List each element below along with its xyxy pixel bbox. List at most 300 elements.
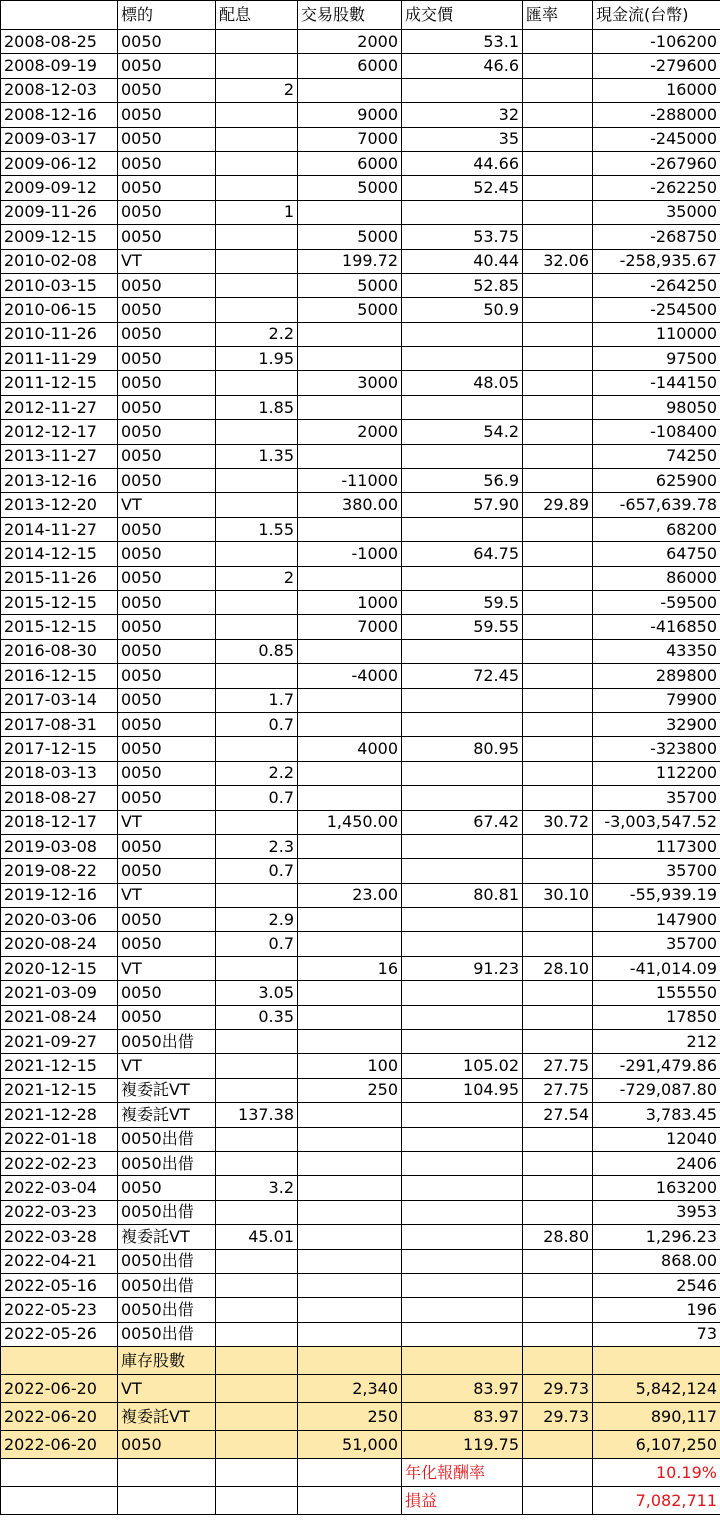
fx-rate-cell[interactable] xyxy=(523,786,593,810)
fx-rate-cell[interactable] xyxy=(523,371,593,395)
date-cell[interactable]: 2022-05-16 xyxy=(1,1273,118,1297)
price-cell[interactable]: 56.9 xyxy=(402,469,523,493)
shares-cell[interactable] xyxy=(298,1225,402,1249)
fx-rate-cell[interactable] xyxy=(523,469,593,493)
shares-cell[interactable] xyxy=(298,908,402,932)
shares-cell[interactable]: 3000 xyxy=(298,371,402,395)
date-cell[interactable]: 2021-12-15 xyxy=(1,1078,118,1102)
symbol-cell[interactable]: 0050 xyxy=(118,786,216,810)
dividend-cell[interactable] xyxy=(216,371,298,395)
date-cell[interactable]: 2018-08-27 xyxy=(1,786,118,810)
cashflow-cell[interactable]: -268750 xyxy=(593,225,720,249)
shares-cell[interactable] xyxy=(298,1459,402,1487)
symbol-cell[interactable]: VT xyxy=(118,810,216,834)
fx-rate-cell[interactable] xyxy=(523,1273,593,1297)
symbol-cell[interactable]: 0050 xyxy=(118,834,216,858)
fx-rate-cell[interactable] xyxy=(523,834,593,858)
fx-rate-cell[interactable] xyxy=(523,664,593,688)
price-cell[interactable]: 57.90 xyxy=(402,493,523,517)
shares-cell[interactable] xyxy=(298,1200,402,1224)
cashflow-cell[interactable]: 35000 xyxy=(593,200,720,224)
dividend-cell[interactable]: 3.2 xyxy=(216,1176,298,1200)
fx-rate-cell[interactable] xyxy=(523,1200,593,1224)
fx-rate-cell[interactable] xyxy=(523,1030,593,1054)
fx-rate-cell[interactable]: 27.75 xyxy=(523,1078,593,1102)
date-cell[interactable]: 2021-12-15 xyxy=(1,1054,118,1078)
inventory-label[interactable]: 庫存股數 xyxy=(118,1347,216,1375)
fx-rate-cell[interactable]: 29.89 xyxy=(523,493,593,517)
dividend-cell[interactable] xyxy=(216,103,298,127)
summary-value[interactable]: 10.19% xyxy=(593,1459,720,1487)
symbol-cell[interactable]: 0050 xyxy=(118,54,216,78)
dividend-cell[interactable]: 137.38 xyxy=(216,1103,298,1127)
shares-cell[interactable]: 16 xyxy=(298,956,402,980)
fx-rate-cell[interactable] xyxy=(523,444,593,468)
symbol-cell[interactable]: 0050出借 xyxy=(118,1298,216,1322)
fx-rate-cell[interactable] xyxy=(523,395,593,419)
cashflow-cell[interactable]: 86000 xyxy=(593,566,720,590)
fx-rate-cell[interactable] xyxy=(523,688,593,712)
dividend-cell[interactable] xyxy=(216,1249,298,1273)
cashflow-cell[interactable]: 196 xyxy=(593,1298,720,1322)
shares-cell[interactable]: 51,000 xyxy=(298,1431,402,1459)
fx-rate-cell[interactable]: 28.10 xyxy=(523,956,593,980)
symbol-cell[interactable]: 0050出借 xyxy=(118,1249,216,1273)
cashflow-cell[interactable]: -245000 xyxy=(593,127,720,151)
dividend-cell[interactable] xyxy=(216,1030,298,1054)
price-cell[interactable] xyxy=(402,834,523,858)
symbol-cell[interactable]: 0050 xyxy=(118,761,216,785)
shares-cell[interactable]: 6000 xyxy=(298,151,402,175)
cashflow-cell[interactable]: -267960 xyxy=(593,151,720,175)
column-header[interactable]: 交易股數 xyxy=(298,1,402,30)
cashflow-cell[interactable]: 6,107,250 xyxy=(593,1431,720,1459)
shares-cell[interactable] xyxy=(298,517,402,541)
cashflow-cell[interactable]: 32900 xyxy=(593,712,720,736)
fx-rate-cell[interactable] xyxy=(523,1151,593,1175)
cashflow-cell[interactable]: -55,939.19 xyxy=(593,883,720,907)
shares-cell[interactable] xyxy=(298,688,402,712)
cashflow-cell[interactable]: -262250 xyxy=(593,176,720,200)
symbol-cell[interactable]: 0050 xyxy=(118,1176,216,1200)
date-cell[interactable]: 2017-03-14 xyxy=(1,688,118,712)
price-cell[interactable] xyxy=(402,566,523,590)
price-cell[interactable] xyxy=(402,1151,523,1175)
fx-rate-cell[interactable] xyxy=(523,127,593,151)
cashflow-cell[interactable]: 1,296.23 xyxy=(593,1225,720,1249)
fx-rate-cell[interactable] xyxy=(523,273,593,297)
cashflow-cell[interactable]: -144150 xyxy=(593,371,720,395)
dividend-cell[interactable]: 0.7 xyxy=(216,712,298,736)
cashflow-cell[interactable]: 5,842,124 xyxy=(593,1375,720,1403)
dividend-cell[interactable] xyxy=(216,273,298,297)
price-cell[interactable]: 80.95 xyxy=(402,737,523,761)
symbol-cell[interactable]: 0050 xyxy=(118,200,216,224)
cashflow-cell[interactable]: 890,117 xyxy=(593,1403,720,1431)
price-cell[interactable] xyxy=(402,859,523,883)
shares-cell[interactable]: -11000 xyxy=(298,469,402,493)
price-cell[interactable]: 67.42 xyxy=(402,810,523,834)
price-cell[interactable] xyxy=(402,395,523,419)
shares-cell[interactable]: 1000 xyxy=(298,590,402,614)
column-header[interactable]: 成交價 xyxy=(402,1,523,30)
date-cell[interactable]: 2021-09-27 xyxy=(1,1030,118,1054)
cashflow-cell[interactable]: 868.00 xyxy=(593,1249,720,1273)
price-cell[interactable] xyxy=(402,78,523,102)
cashflow-cell[interactable]: 98050 xyxy=(593,395,720,419)
shares-cell[interactable] xyxy=(298,1487,402,1515)
fx-rate-cell[interactable] xyxy=(523,225,593,249)
shares-cell[interactable]: 5000 xyxy=(298,298,402,322)
symbol-cell[interactable]: 0050 xyxy=(118,127,216,151)
date-cell[interactable]: 2022-06-20 xyxy=(1,1403,118,1431)
price-cell[interactable]: 35 xyxy=(402,127,523,151)
cashflow-cell[interactable]: 147900 xyxy=(593,908,720,932)
dividend-cell[interactable]: 1.7 xyxy=(216,688,298,712)
price-cell[interactable]: 72.45 xyxy=(402,664,523,688)
cashflow-cell[interactable]: 163200 xyxy=(593,1176,720,1200)
symbol-cell[interactable]: 0050 xyxy=(118,517,216,541)
cashflow-cell[interactable]: 112200 xyxy=(593,761,720,785)
date-cell[interactable]: 2010-03-15 xyxy=(1,273,118,297)
fx-rate-cell[interactable]: 30.10 xyxy=(523,883,593,907)
price-cell[interactable] xyxy=(402,1273,523,1297)
date-cell[interactable]: 2010-06-15 xyxy=(1,298,118,322)
dividend-cell[interactable]: 1.35 xyxy=(216,444,298,468)
date-cell[interactable]: 2022-03-28 xyxy=(1,1225,118,1249)
shares-cell[interactable]: 2000 xyxy=(298,30,402,54)
price-cell[interactable]: 46.6 xyxy=(402,54,523,78)
symbol-cell[interactable]: 0050 xyxy=(118,981,216,1005)
cashflow-cell[interactable]: 73 xyxy=(593,1322,720,1346)
fx-rate-cell[interactable] xyxy=(523,639,593,663)
dividend-cell[interactable] xyxy=(216,420,298,444)
date-cell[interactable]: 2019-03-08 xyxy=(1,834,118,858)
shares-cell[interactable]: -4000 xyxy=(298,664,402,688)
summary-label[interactable]: 年化報酬率 xyxy=(402,1459,523,1487)
price-cell[interactable] xyxy=(402,932,523,956)
price-cell[interactable]: 91.23 xyxy=(402,956,523,980)
dividend-cell[interactable] xyxy=(216,1403,298,1431)
fx-rate-cell[interactable]: 27.54 xyxy=(523,1103,593,1127)
price-cell[interactable]: 52.85 xyxy=(402,273,523,297)
shares-cell[interactable]: 5000 xyxy=(298,225,402,249)
dividend-cell[interactable]: 3.05 xyxy=(216,981,298,1005)
price-cell[interactable] xyxy=(402,1176,523,1200)
date-cell[interactable]: 2008-12-16 xyxy=(1,103,118,127)
shares-cell[interactable]: -1000 xyxy=(298,542,402,566)
symbol-cell[interactable]: 0050出借 xyxy=(118,1151,216,1175)
dividend-cell[interactable] xyxy=(216,737,298,761)
date-cell[interactable]: 2022-03-23 xyxy=(1,1200,118,1224)
price-cell[interactable]: 54.2 xyxy=(402,420,523,444)
fx-rate-cell[interactable] xyxy=(523,737,593,761)
price-cell[interactable]: 50.9 xyxy=(402,298,523,322)
date-cell[interactable]: 2020-03-06 xyxy=(1,908,118,932)
cashflow-cell[interactable]: -288000 xyxy=(593,103,720,127)
date-cell[interactable]: 2017-12-15 xyxy=(1,737,118,761)
symbol-cell[interactable]: VT xyxy=(118,1375,216,1403)
dividend-cell[interactable]: 45.01 xyxy=(216,1225,298,1249)
symbol-cell[interactable]: 0050 xyxy=(118,371,216,395)
price-cell[interactable] xyxy=(402,1103,523,1127)
price-cell[interactable] xyxy=(402,688,523,712)
date-cell[interactable]: 2022-02-23 xyxy=(1,1151,118,1175)
price-cell[interactable] xyxy=(402,908,523,932)
date-cell[interactable]: 2022-05-26 xyxy=(1,1322,118,1346)
date-cell[interactable]: 2016-12-15 xyxy=(1,664,118,688)
price-cell[interactable] xyxy=(402,1347,523,1375)
fx-rate-cell[interactable] xyxy=(523,517,593,541)
date-cell[interactable]: 2009-06-12 xyxy=(1,151,118,175)
dividend-cell[interactable]: 1.85 xyxy=(216,395,298,419)
price-cell[interactable]: 104.95 xyxy=(402,1078,523,1102)
fx-rate-cell[interactable] xyxy=(523,1459,593,1487)
cashflow-cell[interactable]: 79900 xyxy=(593,688,720,712)
fx-rate-cell[interactable] xyxy=(523,712,593,736)
symbol-cell[interactable]: 0050 xyxy=(118,420,216,444)
dividend-cell[interactable] xyxy=(216,1322,298,1346)
price-cell[interactable]: 53.1 xyxy=(402,30,523,54)
shares-cell[interactable]: 4000 xyxy=(298,737,402,761)
shares-cell[interactable]: 9000 xyxy=(298,103,402,127)
shares-cell[interactable] xyxy=(298,712,402,736)
symbol-cell[interactable]: 0050 xyxy=(118,1431,216,1459)
dividend-cell[interactable] xyxy=(216,1375,298,1403)
date-cell[interactable]: 2008-12-03 xyxy=(1,78,118,102)
cashflow-cell[interactable]: 17850 xyxy=(593,1005,720,1029)
symbol-cell[interactable]: 0050 xyxy=(118,908,216,932)
date-cell[interactable]: 2018-12-17 xyxy=(1,810,118,834)
shares-cell[interactable]: 6000 xyxy=(298,54,402,78)
dividend-cell[interactable]: 1 xyxy=(216,200,298,224)
fx-rate-cell[interactable] xyxy=(523,78,593,102)
price-cell[interactable] xyxy=(402,322,523,346)
summary-value[interactable]: 7,082,711 xyxy=(593,1487,720,1515)
date-cell[interactable]: 2009-09-12 xyxy=(1,176,118,200)
shares-cell[interactable]: 7000 xyxy=(298,615,402,639)
price-cell[interactable] xyxy=(402,1298,523,1322)
symbol-cell[interactable]: 0050 xyxy=(118,444,216,468)
shares-cell[interactable] xyxy=(298,566,402,590)
symbol-cell[interactable]: 0050出借 xyxy=(118,1200,216,1224)
cashflow-cell[interactable]: 110000 xyxy=(593,322,720,346)
cashflow-cell[interactable]: -323800 xyxy=(593,737,720,761)
date-cell[interactable] xyxy=(1,1459,118,1487)
shares-cell[interactable] xyxy=(298,1322,402,1346)
fx-rate-cell[interactable] xyxy=(523,1127,593,1151)
shares-cell[interactable] xyxy=(298,1103,402,1127)
shares-cell[interactable] xyxy=(298,200,402,224)
date-cell[interactable]: 2022-06-20 xyxy=(1,1375,118,1403)
fx-rate-cell[interactable] xyxy=(523,30,593,54)
dividend-cell[interactable] xyxy=(216,590,298,614)
fx-rate-cell[interactable]: 27.75 xyxy=(523,1054,593,1078)
shares-cell[interactable]: 250 xyxy=(298,1078,402,1102)
symbol-cell[interactable]: 0050 xyxy=(118,176,216,200)
fx-rate-cell[interactable] xyxy=(523,761,593,785)
date-cell[interactable]: 2013-12-20 xyxy=(1,493,118,517)
cashflow-cell[interactable]: -416850 xyxy=(593,615,720,639)
date-cell[interactable]: 2022-06-20 xyxy=(1,1431,118,1459)
date-cell[interactable]: 2020-12-15 xyxy=(1,956,118,980)
date-cell[interactable]: 2010-11-26 xyxy=(1,322,118,346)
fx-rate-cell[interactable] xyxy=(523,1431,593,1459)
dividend-cell[interactable] xyxy=(216,493,298,517)
symbol-cell[interactable]: 0050出借 xyxy=(118,1127,216,1151)
date-cell[interactable]: 2010-02-08 xyxy=(1,249,118,273)
price-cell[interactable]: 105.02 xyxy=(402,1054,523,1078)
dividend-cell[interactable]: 0.85 xyxy=(216,639,298,663)
shares-cell[interactable] xyxy=(298,1030,402,1054)
dividend-cell[interactable] xyxy=(216,30,298,54)
date-cell[interactable]: 2022-04-21 xyxy=(1,1249,118,1273)
shares-cell[interactable] xyxy=(298,322,402,346)
date-cell[interactable]: 2019-08-22 xyxy=(1,859,118,883)
price-cell[interactable] xyxy=(402,1030,523,1054)
fx-rate-cell[interactable] xyxy=(523,590,593,614)
fx-rate-cell[interactable] xyxy=(523,1347,593,1375)
cashflow-cell[interactable]: 16000 xyxy=(593,78,720,102)
cashflow-cell[interactable]: -258,935.67 xyxy=(593,249,720,273)
price-cell[interactable] xyxy=(402,1249,523,1273)
column-header[interactable]: 現金流(台幣) xyxy=(593,1,720,30)
cashflow-cell[interactable]: -254500 xyxy=(593,298,720,322)
shares-cell[interactable] xyxy=(298,444,402,468)
shares-cell[interactable]: 1,450.00 xyxy=(298,810,402,834)
price-cell[interactable]: 59.55 xyxy=(402,615,523,639)
column-header[interactable] xyxy=(1,1,118,30)
date-cell[interactable]: 2019-12-16 xyxy=(1,883,118,907)
cashflow-cell[interactable]: -279600 xyxy=(593,54,720,78)
dividend-cell[interactable] xyxy=(216,1200,298,1224)
symbol-cell[interactable]: 0050 xyxy=(118,395,216,419)
cashflow-cell[interactable]: 2546 xyxy=(593,1273,720,1297)
shares-cell[interactable]: 199.72 xyxy=(298,249,402,273)
fx-rate-cell[interactable] xyxy=(523,1322,593,1346)
cashflow-cell[interactable]: -108400 xyxy=(593,420,720,444)
price-cell[interactable] xyxy=(402,444,523,468)
shares-cell[interactable] xyxy=(298,1249,402,1273)
date-cell[interactable]: 2021-08-24 xyxy=(1,1005,118,1029)
cashflow-cell[interactable]: -657,639.78 xyxy=(593,493,720,517)
cashflow-cell[interactable]: -3,003,547.52 xyxy=(593,810,720,834)
fx-rate-cell[interactable] xyxy=(523,151,593,175)
price-cell[interactable]: 40.44 xyxy=(402,249,523,273)
symbol-cell[interactable]: 0050 xyxy=(118,1005,216,1029)
fx-rate-cell[interactable] xyxy=(523,347,593,371)
dividend-cell[interactable]: 0.7 xyxy=(216,786,298,810)
cashflow-cell[interactable]: -106200 xyxy=(593,30,720,54)
dividend-cell[interactable] xyxy=(216,1078,298,1102)
fx-rate-cell[interactable]: 28.80 xyxy=(523,1225,593,1249)
symbol-cell[interactable]: 0050 xyxy=(118,664,216,688)
symbol-cell[interactable]: 0050 xyxy=(118,30,216,54)
dividend-cell[interactable] xyxy=(216,542,298,566)
date-cell[interactable]: 2008-09-19 xyxy=(1,54,118,78)
dividend-cell[interactable] xyxy=(216,664,298,688)
cashflow-cell[interactable]: -59500 xyxy=(593,590,720,614)
cashflow-cell[interactable]: 117300 xyxy=(593,834,720,858)
fx-rate-cell[interactable] xyxy=(523,1005,593,1029)
price-cell[interactable]: 53.75 xyxy=(402,225,523,249)
fx-rate-cell[interactable] xyxy=(523,932,593,956)
shares-cell[interactable] xyxy=(298,932,402,956)
date-cell[interactable]: 2009-11-26 xyxy=(1,200,118,224)
dividend-cell[interactable] xyxy=(216,127,298,151)
dividend-cell[interactable] xyxy=(216,54,298,78)
date-cell[interactable]: 2015-12-15 xyxy=(1,615,118,639)
shares-cell[interactable]: 2,340 xyxy=(298,1375,402,1403)
symbol-cell[interactable]: 0050 xyxy=(118,590,216,614)
dividend-cell[interactable] xyxy=(216,1347,298,1375)
price-cell[interactable] xyxy=(402,1127,523,1151)
symbol-cell[interactable]: 0050 xyxy=(118,103,216,127)
column-header[interactable]: 配息 xyxy=(216,1,298,30)
shares-cell[interactable] xyxy=(298,1273,402,1297)
price-cell[interactable]: 52.45 xyxy=(402,176,523,200)
fx-rate-cell[interactable] xyxy=(523,322,593,346)
symbol-cell[interactable] xyxy=(118,1487,216,1515)
price-cell[interactable] xyxy=(402,639,523,663)
price-cell[interactable] xyxy=(402,786,523,810)
price-cell[interactable]: 48.05 xyxy=(402,371,523,395)
dividend-cell[interactable] xyxy=(216,1151,298,1175)
cashflow-cell[interactable] xyxy=(593,1347,720,1375)
price-cell[interactable] xyxy=(402,347,523,371)
shares-cell[interactable] xyxy=(298,786,402,810)
date-cell[interactable]: 2013-11-27 xyxy=(1,444,118,468)
symbol-cell[interactable] xyxy=(118,1459,216,1487)
symbol-cell[interactable]: 0050 xyxy=(118,737,216,761)
dividend-cell[interactable] xyxy=(216,1431,298,1459)
dividend-cell[interactable] xyxy=(216,1298,298,1322)
fx-rate-cell[interactable] xyxy=(523,420,593,444)
date-cell[interactable]: 2013-12-16 xyxy=(1,469,118,493)
symbol-cell[interactable]: 0050出借 xyxy=(118,1030,216,1054)
shares-cell[interactable] xyxy=(298,1347,402,1375)
symbol-cell[interactable]: 0050 xyxy=(118,151,216,175)
fx-rate-cell[interactable] xyxy=(523,566,593,590)
price-cell[interactable]: 119.75 xyxy=(402,1431,523,1459)
shares-cell[interactable] xyxy=(298,859,402,883)
cashflow-cell[interactable]: 155550 xyxy=(593,981,720,1005)
dividend-cell[interactable]: 2.9 xyxy=(216,908,298,932)
dividend-cell[interactable]: 2.2 xyxy=(216,761,298,785)
dividend-cell[interactable]: 1.55 xyxy=(216,517,298,541)
cashflow-cell[interactable]: -729,087.80 xyxy=(593,1078,720,1102)
dividend-cell[interactable] xyxy=(216,810,298,834)
fx-rate-cell[interactable] xyxy=(523,54,593,78)
symbol-cell[interactable]: 複委託VT xyxy=(118,1103,216,1127)
cashflow-cell[interactable]: 97500 xyxy=(593,347,720,371)
cashflow-cell[interactable]: -291,479.86 xyxy=(593,1054,720,1078)
fx-rate-cell[interactable] xyxy=(523,103,593,127)
date-cell[interactable]: 2012-11-27 xyxy=(1,395,118,419)
date-cell[interactable]: 2014-11-27 xyxy=(1,517,118,541)
dividend-cell[interactable] xyxy=(216,956,298,980)
shares-cell[interactable]: 2000 xyxy=(298,420,402,444)
date-cell[interactable]: 2011-12-15 xyxy=(1,371,118,395)
symbol-cell[interactable]: 複委託VT xyxy=(118,1078,216,1102)
price-cell[interactable] xyxy=(402,761,523,785)
fx-rate-cell[interactable]: 29.73 xyxy=(523,1375,593,1403)
fx-rate-cell[interactable] xyxy=(523,1249,593,1273)
symbol-cell[interactable]: 0050 xyxy=(118,566,216,590)
cashflow-cell[interactable]: 74250 xyxy=(593,444,720,468)
date-cell[interactable]: 2022-01-18 xyxy=(1,1127,118,1151)
date-cell[interactable]: 2021-12-28 xyxy=(1,1103,118,1127)
